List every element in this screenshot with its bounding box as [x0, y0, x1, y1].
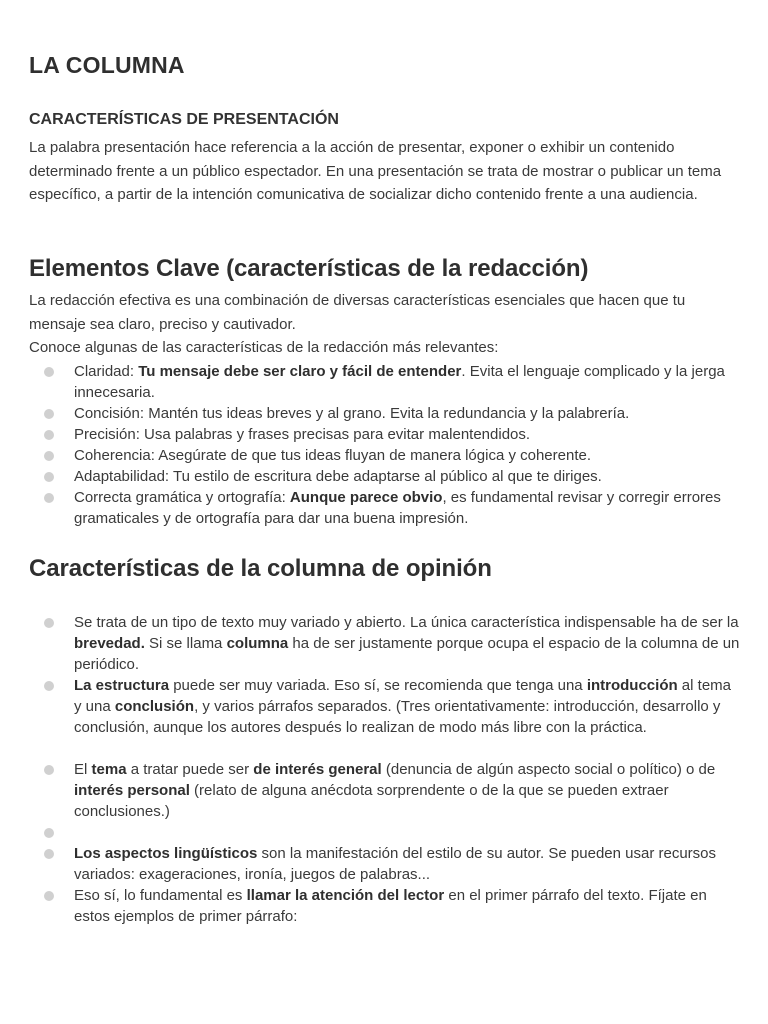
bullet-icon [44, 618, 54, 628]
item-text: Claridad: [74, 363, 139, 380]
elements-intro: La redacción efectiva es una combinación de diversas características esenciales que hacen que tu mensaje sea claro, preciso y cautivador. [29, 292, 686, 333]
list-item [29, 403, 741, 424]
item-text: al tema y una [74, 677, 731, 715]
item-bold: interés personal [74, 782, 190, 799]
item-bold: tema [91, 761, 127, 778]
item-text: , es fundamental revisar y corregir errores gramaticales y de ortografía para dar una buena impresión. [74, 489, 721, 527]
bullet-icon [44, 409, 54, 419]
bullet-icon [44, 849, 54, 859]
item-text: El [74, 761, 92, 778]
list-item [29, 445, 741, 466]
item-text: Eso sí, lo fundamental es [74, 887, 247, 904]
item-bold: La estructura [74, 677, 170, 694]
presentation-paragraph: La palabra presentación hace referencia a la acción de presentar, exponer o exhibir un contenido determinado frente a un público espectador. En una presentación se trata de mostrar o publicar un tema específico, a partir de la intención comunicativa de socializar dicho contenido frente a una audiencia. [29, 139, 722, 203]
bullet-icon [44, 493, 54, 503]
document-title: LA COLUMNA [29, 52, 185, 78]
list-item [29, 361, 741, 403]
list-item [29, 759, 741, 822]
list-item [29, 843, 741, 885]
item-bold: de interés general [253, 761, 382, 778]
item-text: Se trata de un tipo de texto muy variado y abierto. La única característica indispensable ha de ser la [74, 614, 739, 631]
list-item-empty [29, 822, 741, 843]
list-item [29, 487, 741, 529]
item-bold: Tu mensaje debe ser claro y fácil de entender [138, 363, 462, 380]
item-text: . Evita el lenguaje complicado y la jerga innecesaria. [74, 363, 725, 401]
bullet-icon [44, 891, 54, 901]
bullet-icon [44, 681, 54, 691]
item-bold: introducción [586, 677, 678, 694]
elements-lead: Conoce algunas de las características de la redacción más relevantes: [29, 339, 499, 356]
item-bold: Aunque parece obvio [289, 489, 443, 506]
item-text: en el primer párrafo del texto. Fíjate en estos ejemplos de primer párrafo: [74, 887, 707, 925]
list-item [29, 466, 741, 487]
bullet-icon [44, 430, 54, 440]
item-bold: brevedad. [74, 635, 145, 652]
item-text: Si se llama [144, 635, 227, 652]
opinion-list [29, 612, 741, 927]
item-text: a tratar puede ser [126, 761, 254, 778]
item-text: ha de ser justamente porque ocupa el espacio de la columna de un periódico. [74, 635, 740, 673]
presentation-heading: CARACTERÍSTICAS DE PRESENTACIÓN [29, 111, 339, 128]
item-text: Precisión: Usa palabras y frases precisas para evitar malentendidos. [74, 426, 531, 443]
bullet-icon [44, 828, 54, 838]
item-text: (denuncia de algún aspecto social o político) o de [381, 761, 716, 778]
list-item [29, 424, 741, 445]
item-text: Correcta gramática y ortografía: [74, 489, 290, 506]
bullet-icon [44, 472, 54, 482]
item-text: Adaptabilidad: Tu estilo de escritura debe adaptarse al público al que te diriges. [74, 468, 602, 485]
bullet-icon [44, 367, 54, 377]
item-text: , y varios párrafos separados. (Tres orientativamente: introducción, desarrollo y conclusión, aunque los autores después lo realizan de modo más libre con la práctica. [74, 698, 721, 736]
item-bold: Los aspectos lingüísticos [74, 845, 258, 862]
list-item [29, 612, 741, 675]
list-item [29, 675, 741, 738]
item-text: Concisión: Mantén tus ideas breves y al grano. Evita la redundancia y la palabrería. [74, 405, 630, 422]
elements-heading: Elementos Clave (características de la redacción) [29, 255, 589, 282]
list-item [29, 885, 741, 927]
item-text: son la manifestación del estilo de su autor. Se pueden usar recursos variados: exageraciones, ironía, juegos de palabras... [74, 845, 716, 883]
bullet-icon [44, 765, 54, 775]
bullet-icon [44, 451, 54, 461]
item-text: Coherencia: Asegúrate de que tus ideas fluyan de manera lógica y coherente. [74, 447, 592, 464]
item-text: puede ser muy variada. Eso sí, se recomienda que tenga una [169, 677, 587, 694]
item-text: (relato de alguna anécdota sorprendente o de la que se pueden extraer conclusiones.) [74, 782, 669, 820]
elements-intro-block [29, 289, 741, 360]
item-bold: columna [226, 635, 289, 652]
item-bold: conclusión [114, 698, 195, 715]
opinion-heading: Características de la columna de opinión [29, 555, 492, 582]
item-bold: llamar la atención del lector [246, 887, 445, 904]
elements-list [29, 361, 741, 529]
